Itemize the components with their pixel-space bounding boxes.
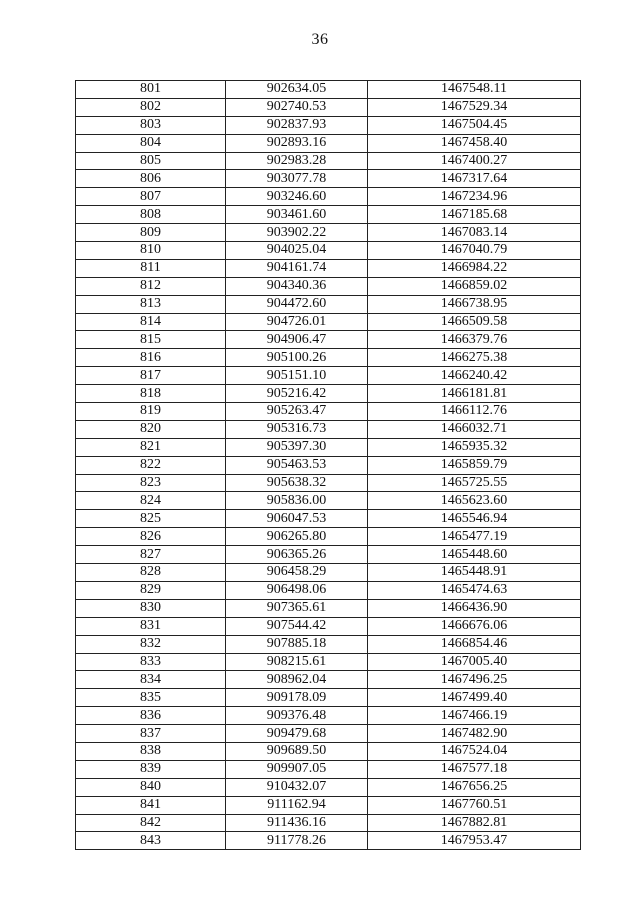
- x-coordinate-cell: 909376.48: [226, 707, 368, 725]
- x-coordinate-cell: 907365.61: [226, 599, 368, 617]
- point-number-cell: 827: [76, 546, 226, 564]
- table-row: [76, 242, 581, 260]
- y-coordinate-cell: 1466436.90: [368, 599, 581, 617]
- y-coordinate-cell: 1466379.76: [368, 331, 581, 349]
- x-coordinate-cell: 904906.47: [226, 331, 368, 349]
- point-number-cell: 819: [76, 403, 226, 421]
- point-number-cell: 808: [76, 206, 226, 224]
- table-row: [76, 671, 581, 689]
- point-number-cell: 821: [76, 438, 226, 456]
- x-coordinate-cell: 905316.73: [226, 420, 368, 438]
- x-coordinate-cell: 906498.06: [226, 581, 368, 599]
- table-row: [76, 295, 581, 313]
- y-coordinate-cell: 1466240.42: [368, 367, 581, 385]
- point-number-cell: 814: [76, 313, 226, 331]
- x-coordinate-cell: 905100.26: [226, 349, 368, 367]
- y-coordinate-cell: 1465474.63: [368, 581, 581, 599]
- y-coordinate-cell: 1466676.06: [368, 617, 581, 635]
- point-number-cell: 839: [76, 760, 226, 778]
- y-coordinate-cell: 1466509.58: [368, 313, 581, 331]
- x-coordinate-cell: 902634.05: [226, 81, 368, 99]
- x-coordinate-cell: 909479.68: [226, 725, 368, 743]
- table-row: [76, 277, 581, 295]
- x-coordinate-cell: 905216.42: [226, 385, 368, 403]
- y-coordinate-cell: 1465859.79: [368, 456, 581, 474]
- x-coordinate-cell: 904025.04: [226, 242, 368, 260]
- x-coordinate-cell: 906047.53: [226, 510, 368, 528]
- y-coordinate-cell: 1467496.25: [368, 671, 581, 689]
- table-row: [76, 689, 581, 707]
- y-coordinate-cell: 1465477.19: [368, 528, 581, 546]
- point-number-cell: 837: [76, 725, 226, 743]
- y-coordinate-cell: 1467577.18: [368, 760, 581, 778]
- point-number-cell: 832: [76, 635, 226, 653]
- point-number-cell: 812: [76, 277, 226, 295]
- y-coordinate-cell: 1467524.04: [368, 742, 581, 760]
- y-coordinate-cell: 1467760.51: [368, 796, 581, 814]
- table-row: [76, 116, 581, 134]
- y-coordinate-cell: 1466112.76: [368, 403, 581, 421]
- x-coordinate-cell: 909689.50: [226, 742, 368, 760]
- point-number-cell: 801: [76, 81, 226, 99]
- x-coordinate-cell: 906265.80: [226, 528, 368, 546]
- x-coordinate-cell: 908215.61: [226, 653, 368, 671]
- point-number-cell: 813: [76, 295, 226, 313]
- coordinates-table: [75, 80, 581, 850]
- page-number: 36: [311, 31, 329, 48]
- y-coordinate-cell: 1466032.71: [368, 420, 581, 438]
- point-number-cell: 807: [76, 188, 226, 206]
- x-coordinate-cell: 904472.60: [226, 295, 368, 313]
- y-coordinate-cell: 1467458.40: [368, 134, 581, 152]
- x-coordinate-cell: 904340.36: [226, 277, 368, 295]
- y-coordinate-cell: 1465448.91: [368, 564, 581, 582]
- y-coordinate-cell: 1466859.02: [368, 277, 581, 295]
- point-number-cell: 822: [76, 456, 226, 474]
- x-coordinate-cell: 902837.93: [226, 116, 368, 134]
- y-coordinate-cell: 1467005.40: [368, 653, 581, 671]
- point-number-cell: 823: [76, 474, 226, 492]
- y-coordinate-cell: 1467400.27: [368, 152, 581, 170]
- point-number-cell: 834: [76, 671, 226, 689]
- table-row: [76, 635, 581, 653]
- table-row: [76, 617, 581, 635]
- point-number-cell: 803: [76, 116, 226, 134]
- y-coordinate-cell: 1466854.46: [368, 635, 581, 653]
- table-row: [76, 474, 581, 492]
- x-coordinate-cell: 905151.10: [226, 367, 368, 385]
- point-number-cell: 825: [76, 510, 226, 528]
- table-row: [76, 725, 581, 743]
- y-coordinate-cell: 1467499.40: [368, 689, 581, 707]
- table-row: [76, 599, 581, 617]
- table-row: [76, 349, 581, 367]
- y-coordinate-cell: 1466738.95: [368, 295, 581, 313]
- table-row: [76, 814, 581, 832]
- point-number-cell: 811: [76, 259, 226, 277]
- point-number-cell: 824: [76, 492, 226, 510]
- x-coordinate-cell: 905463.53: [226, 456, 368, 474]
- table-row: [76, 546, 581, 564]
- coordinates-table-body: [76, 81, 581, 850]
- table-row: [76, 403, 581, 421]
- point-number-cell: 835: [76, 689, 226, 707]
- y-coordinate-cell: 1467529.34: [368, 98, 581, 116]
- y-coordinate-cell: 1465935.32: [368, 438, 581, 456]
- table-row: [76, 778, 581, 796]
- x-coordinate-cell: 907544.42: [226, 617, 368, 635]
- y-coordinate-cell: 1467548.11: [368, 81, 581, 99]
- point-number-cell: 828: [76, 564, 226, 582]
- y-coordinate-cell: 1467953.47: [368, 832, 581, 850]
- point-number-cell: 838: [76, 742, 226, 760]
- x-coordinate-cell: 906458.29: [226, 564, 368, 582]
- table-row: [76, 313, 581, 331]
- x-coordinate-cell: 904161.74: [226, 259, 368, 277]
- point-number-cell: 817: [76, 367, 226, 385]
- x-coordinate-cell: 903461.60: [226, 206, 368, 224]
- x-coordinate-cell: 904726.01: [226, 313, 368, 331]
- point-number-cell: 830: [76, 599, 226, 617]
- y-coordinate-cell: 1467482.90: [368, 725, 581, 743]
- x-coordinate-cell: 905397.30: [226, 438, 368, 456]
- x-coordinate-cell: 902740.53: [226, 98, 368, 116]
- table-row: [76, 707, 581, 725]
- table-row: [76, 581, 581, 599]
- table-row: [76, 81, 581, 99]
- y-coordinate-cell: 1467083.14: [368, 224, 581, 242]
- table-row: [76, 510, 581, 528]
- point-number-cell: 842: [76, 814, 226, 832]
- point-number-cell: 805: [76, 152, 226, 170]
- x-coordinate-cell: 903902.22: [226, 224, 368, 242]
- table-row: [76, 528, 581, 546]
- table-row: [76, 385, 581, 403]
- table-row: [76, 796, 581, 814]
- table-row: [76, 134, 581, 152]
- point-number-cell: 804: [76, 134, 226, 152]
- y-coordinate-cell: 1467882.81: [368, 814, 581, 832]
- y-coordinate-cell: 1465623.60: [368, 492, 581, 510]
- table-row: [76, 438, 581, 456]
- y-coordinate-cell: 1465546.94: [368, 510, 581, 528]
- point-number-cell: 833: [76, 653, 226, 671]
- point-number-cell: 843: [76, 832, 226, 850]
- point-number-cell: 831: [76, 617, 226, 635]
- point-number-cell: 810: [76, 242, 226, 260]
- table-row: [76, 742, 581, 760]
- y-coordinate-cell: 1467466.19: [368, 707, 581, 725]
- point-number-cell: 806: [76, 170, 226, 188]
- y-coordinate-cell: 1467234.96: [368, 188, 581, 206]
- y-coordinate-cell: 1467504.45: [368, 116, 581, 134]
- point-number-cell: 841: [76, 796, 226, 814]
- x-coordinate-cell: 902893.16: [226, 134, 368, 152]
- table-row: [76, 456, 581, 474]
- y-coordinate-cell: 1466181.81: [368, 385, 581, 403]
- x-coordinate-cell: 909907.05: [226, 760, 368, 778]
- table-row: [76, 170, 581, 188]
- y-coordinate-cell: 1465448.60: [368, 546, 581, 564]
- point-number-cell: 815: [76, 331, 226, 349]
- point-number-cell: 840: [76, 778, 226, 796]
- point-number-cell: 836: [76, 707, 226, 725]
- y-coordinate-cell: 1465725.55: [368, 474, 581, 492]
- y-coordinate-cell: 1466984.22: [368, 259, 581, 277]
- table-row: [76, 653, 581, 671]
- table-row: [76, 259, 581, 277]
- x-coordinate-cell: 905638.32: [226, 474, 368, 492]
- x-coordinate-cell: 911436.16: [226, 814, 368, 832]
- x-coordinate-cell: 903077.78: [226, 170, 368, 188]
- y-coordinate-cell: 1467656.25: [368, 778, 581, 796]
- point-number-cell: 816: [76, 349, 226, 367]
- table-row: [76, 206, 581, 224]
- table-row: [76, 420, 581, 438]
- table-row: [76, 188, 581, 206]
- point-number-cell: 826: [76, 528, 226, 546]
- y-coordinate-cell: 1467040.79: [368, 242, 581, 260]
- table-row: [76, 331, 581, 349]
- point-number-cell: 829: [76, 581, 226, 599]
- x-coordinate-cell: 909178.09: [226, 689, 368, 707]
- table-row: [76, 832, 581, 850]
- table-row: [76, 760, 581, 778]
- table-row: [76, 492, 581, 510]
- x-coordinate-cell: 905263.47: [226, 403, 368, 421]
- x-coordinate-cell: 911162.94: [226, 796, 368, 814]
- point-number-cell: 809: [76, 224, 226, 242]
- table-row: [76, 98, 581, 116]
- x-coordinate-cell: 902983.28: [226, 152, 368, 170]
- x-coordinate-cell: 905836.00: [226, 492, 368, 510]
- table-row: [76, 367, 581, 385]
- y-coordinate-cell: 1466275.38: [368, 349, 581, 367]
- x-coordinate-cell: 908962.04: [226, 671, 368, 689]
- table-row: [76, 224, 581, 242]
- x-coordinate-cell: 903246.60: [226, 188, 368, 206]
- x-coordinate-cell: 906365.26: [226, 546, 368, 564]
- point-number-cell: 818: [76, 385, 226, 403]
- x-coordinate-cell: 907885.18: [226, 635, 368, 653]
- y-coordinate-cell: 1467317.64: [368, 170, 581, 188]
- table-row: [76, 152, 581, 170]
- x-coordinate-cell: 910432.07: [226, 778, 368, 796]
- x-coordinate-cell: 911778.26: [226, 832, 368, 850]
- point-number-cell: 820: [76, 420, 226, 438]
- y-coordinate-cell: 1467185.68: [368, 206, 581, 224]
- table-row: [76, 564, 581, 582]
- point-number-cell: 802: [76, 98, 226, 116]
